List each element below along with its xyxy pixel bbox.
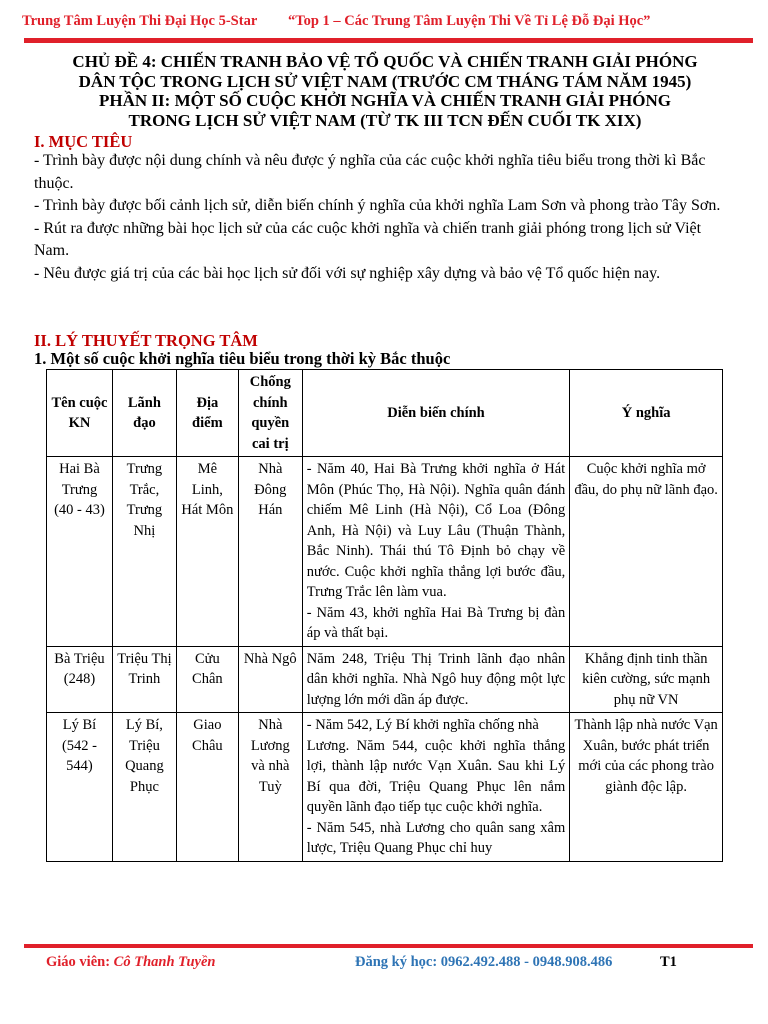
cell-leader: Trưng Trắc, Trưng Nhị xyxy=(112,457,176,647)
objectives-list xyxy=(34,150,724,285)
col-header-name: Tên cuộc KN xyxy=(47,370,113,457)
cell-meaning: Thành lập nhà nước Vạn Xuân, bước phát triển mới của các phong trào giành độc lập. xyxy=(570,713,723,862)
center-slogan: “Top 1 – Các Trung Tâm Luyện Thi Về Tỉ Lệ Đỗ Đại Học” xyxy=(288,13,651,29)
cell-name: Hai Bà Trưng (40 - 43) xyxy=(47,457,113,647)
teacher-info xyxy=(46,954,215,971)
table-row xyxy=(47,713,723,862)
col-header-events: Diễn biến chính xyxy=(302,370,569,457)
teacher-name: Cô Thanh Tuyền xyxy=(113,954,216,970)
title-line-1: CHỦ ĐỀ 4: CHIẾN TRANH BẢO VỆ TỔ QUỐC VÀ CHIẾN TRANH GIẢI PHÓNG xyxy=(72,52,698,71)
title-line-2: DÂN TỘC TRONG LỊCH SỬ VIỆT NAM (TRƯỚC CM THÁNG TÁM NĂM 1945) xyxy=(78,71,692,91)
cell-events xyxy=(302,713,569,862)
cell-meaning: Cuộc khởi nghĩa mở đầu, do phụ nữ lãnh đạo. xyxy=(570,457,723,647)
objective-item: - Rút ra được những bài học lịch sử của các cuộc khởi nghĩa và chiến tranh giải phóng trong lịch sử Việt Nam. xyxy=(34,219,702,259)
objective-item: - Nêu được giá trị của các bài học lịch sử đối với sự nghiệp xây dựng và bảo vệ Tổ quốc hiện nay. xyxy=(34,264,661,282)
cell-meaning: Khẳng định tinh thần kiên cường, sức mạnh phụ nữ VN xyxy=(570,646,723,713)
cell-place: Cửu Chân xyxy=(176,646,238,713)
cell-enemy: Nhà Ngô xyxy=(238,646,302,713)
header-divider xyxy=(24,38,753,43)
footer-divider xyxy=(24,944,753,948)
table-row xyxy=(47,646,723,713)
cell-events xyxy=(302,646,569,713)
table-header-row xyxy=(47,370,723,457)
event-line: - Năm 545, nhà Lương cho quân sang xâm lược, Triệu Quang Phục chỉ huy xyxy=(306,819,566,856)
title-line-4: TRONG LỊCH SỬ VIỆT NAM (TỪ TK III TCN ĐẾN CUỐI TK XIX) xyxy=(128,110,642,130)
event-line: Năm 248, Triệu Thị Trinh lãnh đạo nhân dân khởi nghĩa. Nhà Ngô huy động một lực lượng lớn mới dần áp được. xyxy=(306,650,566,708)
objective-item: - Trình bày được nội dung chính và nêu được ý nghĩa của các cuộc khởi nghĩa tiêu biểu trong thời kì Bắc thuộc. xyxy=(34,152,706,192)
col-header-enemy: Chống chính quyền cai trị xyxy=(238,370,302,457)
cell-name: Lý Bí (542 - 544) xyxy=(47,713,113,862)
cell-name: Bà Triệu (248) xyxy=(47,646,113,713)
document-title xyxy=(40,52,730,130)
page-number: T1 xyxy=(660,954,677,970)
center-name: Trung Tâm Luyện Thi Đại Học 5-Star xyxy=(22,13,258,29)
col-header-place: Địa điểm xyxy=(176,370,238,457)
event-line: - Năm 43, khởi nghĩa Hai Bà Trưng bị đàn áp và thất bại. xyxy=(306,604,566,641)
subsection-heading: 1. Một số cuộc khởi nghĩa tiêu biểu trong thời kỳ Bắc thuộc xyxy=(34,349,451,368)
cell-leader: Triệu Thị Trinh xyxy=(112,646,176,713)
event-line: Lương. Năm 544, cuộc khởi nghĩa thắng lợi, thành lập nước Vạn Xuân. Sau khi Lý Bí qua đời, Triệu Quang Phục lên nắm quyền lãnh đạo tiếp tục cuộc khởi nghĩa. xyxy=(306,737,566,815)
table-row xyxy=(47,457,723,647)
cell-place: Giao Châu xyxy=(176,713,238,862)
event-line: - Năm 40, Hai Bà Trưng khởi nghĩa ở Hát Môn (Phúc Thọ, Hà Nội). Nghĩa quân đánh chiếm Mê Linh (Hà Nội), Cổ Loa (Đông Anh, Hà Nội) và Luy Lâu (Thuận Thành, Bắc Ninh). Thái thú Tô Định bỏ chạy về nước. Cuộc khởi nghĩa thắng lợi bước đầu, Trưng Trắc lên làm vua. xyxy=(306,461,566,600)
col-header-leader: Lãnh đạo xyxy=(112,370,176,457)
cell-leader: Lý Bí, Triệu Quang Phục xyxy=(112,713,176,862)
cell-place: Mê Linh, Hát Môn xyxy=(176,457,238,647)
page-header xyxy=(0,10,768,34)
objective-item: - Trình bày được bối cảnh lịch sử, diễn biến chính ý nghĩa của khởi nghĩa Lam Sơn và phong trào Tây Sơn. xyxy=(34,197,721,214)
section-heading-theory: II. LÝ THUYẾT TRỌNG TÂM xyxy=(34,331,258,350)
event-line: - Năm 542, Lý Bí khởi nghĩa chống nhà xyxy=(306,717,539,733)
cell-events xyxy=(302,457,569,647)
registration-phone: Đăng ký học: 0962.492.488 - 0948.908.486 xyxy=(355,954,613,970)
col-header-meaning: Ý nghĩa xyxy=(570,370,723,457)
teacher-label: Giáo viên: xyxy=(46,954,114,970)
uprisings-table xyxy=(46,369,723,862)
cell-enemy: Nhà Lương và nhà Tuỳ xyxy=(238,713,302,862)
section-heading-objectives: I. MỤC TIÊU xyxy=(34,132,133,151)
title-line-3: PHẦN II: MỘT SỐ CUỘC KHỞI NGHĨA VÀ CHIẾN TRANH GIẢI PHÓNG xyxy=(99,91,671,110)
cell-enemy: Nhà Đông Hán xyxy=(238,457,302,647)
